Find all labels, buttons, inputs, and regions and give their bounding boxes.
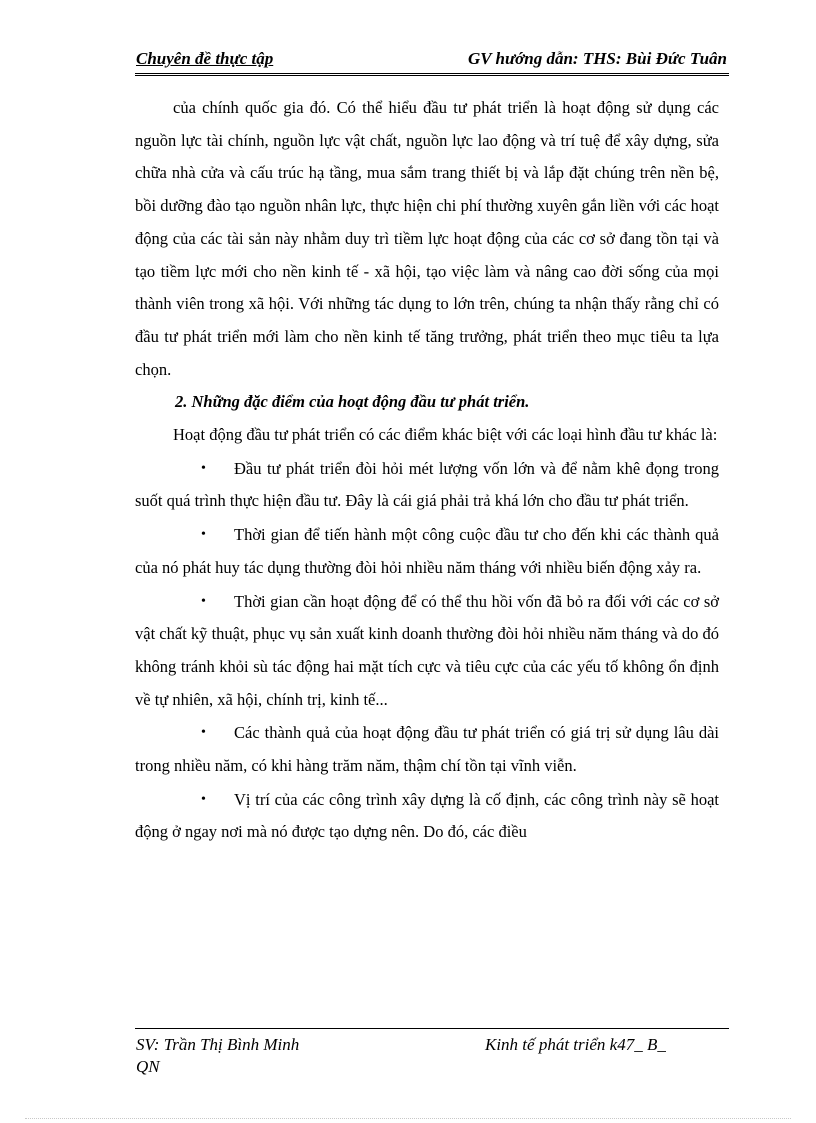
document-body <box>135 92 719 849</box>
bullet-icon: • <box>201 593 206 609</box>
list-item <box>135 717 719 782</box>
list-item-text: Thời gian cần hoạt động để có thể thu hồi vốn đã bỏ ra đối với các cơ sở vật chất kỹ thuật, phục vụ sản xuất kinh doanh thường đòi hỏi nhiều năm tháng và do đó không tránh khỏi sù tác động hai mặt tích cực và tiêu cực của các yếu tố không ổn định về tự nhiên, xã hội, chính trị, kinh tế... <box>135 591 719 709</box>
body-paragraph: của chính quốc gia đó. Có thể hiểu đầu tư phát triển là hoạt động sử dụng các nguồn lực tài chính, nguồn lực vật chất, nguồn lực lao động và trí tuệ để xây dựng, sửa chữa nhà cửa và cấu trúc hạ tầng, mua sắm trang thiết bị và lắp đặt chúng trên nền bệ, bồi dưỡng đào tạo nguồn nhân lực, thực hiện chi phí thường xuyên gắn liền với các hoạt động của các tài sản này nhằm duy trì tiềm lực hoạt động của các cơ sở đang tồn tại và tạo tiềm lực mới cho nền kinh tế - xã hội, tạo việc làm và nâng cao đời sống của mọi thành viên trong xã hội. Với những tác dụng to lớn trên, chúng ta nhận thấy rằng chỉ có đầu tư phát triển mới làm cho nền kinh tế tăng trưởng, phát triển theo mục tiêu ta lựa chọn. <box>135 98 719 379</box>
footer-divider <box>135 1028 729 1029</box>
header-title: Chuyên đề thực tập <box>136 49 274 68</box>
body-paragraph: Hoạt động đầu tư phát triển có các điểm khác biệt với các loại hình đầu tư khác là: <box>173 425 718 445</box>
section-heading: 2. Những đặc điểm của hoạt động đầu tư phát triển. <box>175 392 530 412</box>
header-supervisor: GV hướng dẫn: THS: Bùi Đức Tuân <box>467 49 727 68</box>
list-item <box>135 784 719 849</box>
list-item-text: Đầu tư phát triển đòi hỏi mét lượng vốn lớn và để nằm khê đọng trong suốt quá trình thực hiện đầu tư. Đây là cái giá phải trả khá lớn cho đầu tư phát triển. <box>135 458 719 511</box>
bullet-icon: • <box>201 527 206 543</box>
list-item-text: Vị trí của các công trình xây dựng là cố định, các công trình này sẽ hoạt động ở ngay nơi mà nó được tạo dựng nên. Do đó, các điều <box>135 789 719 842</box>
bullet-icon: • <box>201 460 206 476</box>
bullet-icon: • <box>201 725 206 741</box>
list-item <box>135 519 719 584</box>
footer-class-wrap: QN <box>136 1057 160 1076</box>
page-header <box>135 49 729 76</box>
list-item <box>135 453 719 518</box>
page-bottom-edge <box>25 1118 791 1119</box>
footer-student: SV: Trần Thị Bình Minh <box>136 1035 300 1054</box>
list-item-text: Thời gian để tiến hành một công cuộc đầu tư cho đến khi các thành quả của nó phát huy tác dụng thường đòi hỏi nhiều năm tháng với nhiều biến động xảy ra. <box>135 525 719 577</box>
list-item-text: Các thành quả của hoạt động đầu tư phát triển có giá trị sử dụng lâu dài trong nhiều năm, có khi hàng trăm năm, thậm chí tồn tại vĩnh viễn. <box>135 723 719 776</box>
list-item <box>135 586 719 717</box>
footer-class: Kinh tế phát triển k47_ B_ <box>485 1035 666 1054</box>
bullet-icon: • <box>201 791 206 807</box>
